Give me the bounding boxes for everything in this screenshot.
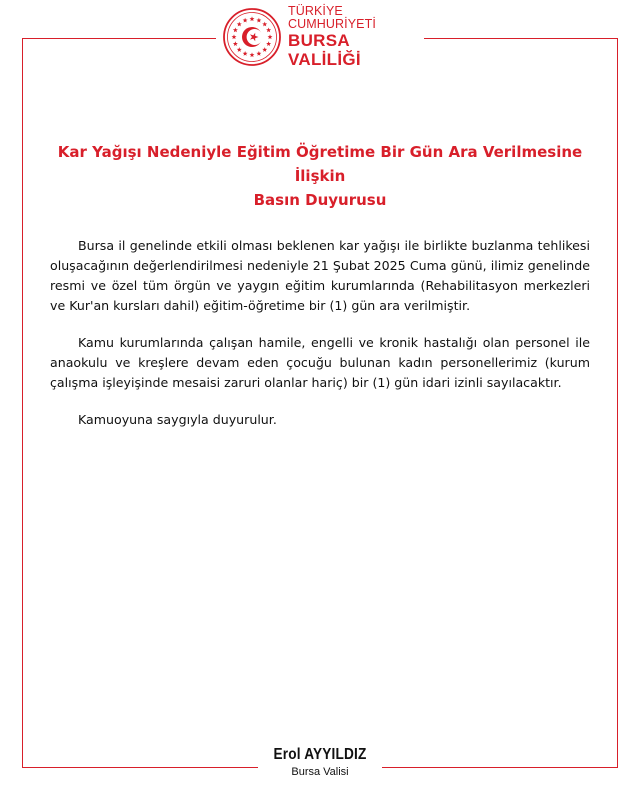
state-emblem-icon	[222, 7, 282, 67]
paragraph: Kamu kurumlarında çalışan hamile, engelli ve kronik hastalığı olan personel ile anaokulu ve kreşlere devam eden çocuğu bulunan kadın personellerimiz (kurum çalışma işleyişinde mesaisi zaruri olanlar hariç) bir (1) gün idari izinli sayılacaktır.	[50, 335, 590, 390]
closing-paragraph: Kamuoyuna saygıyla duyurulur.	[78, 412, 277, 427]
title-line-2: Basın Duyurusu	[253, 191, 387, 209]
title-line-1: Kar Yağışı Nedeniyle Eğitim Öğretime Bir Gün Ara Verilmesine İlişkin	[57, 143, 583, 185]
signatory-name: Erol AYYILDIZ	[273, 746, 367, 763]
signature-block	[258, 746, 382, 790]
paragraph: Bursa il genelinde etkili olması beklenen kar yağışı ile birlikte buzlanma tehlikesi oluşacağının değerlendirilmesi nedeniyle 21 Şubat 2025 Cuma günü, ilimiz genelinde resmi ve özel tüm örgün ve yaygın eğitim kurumlarında (Rehabilitasyon merkezleri ve Kur'an kursları dahil) eğitim-öğretime bir (1) gün ara verilmiştir.	[50, 238, 590, 313]
header-country: TÜRKİYE CUMHURİYETİ	[288, 3, 376, 32]
letterhead	[216, 3, 424, 69]
header-institution: BURSA VALİLİĞİ	[288, 31, 361, 69]
document-title	[40, 140, 600, 212]
signatory-title: Bursa Valisi	[291, 766, 349, 778]
document-body	[50, 236, 590, 447]
